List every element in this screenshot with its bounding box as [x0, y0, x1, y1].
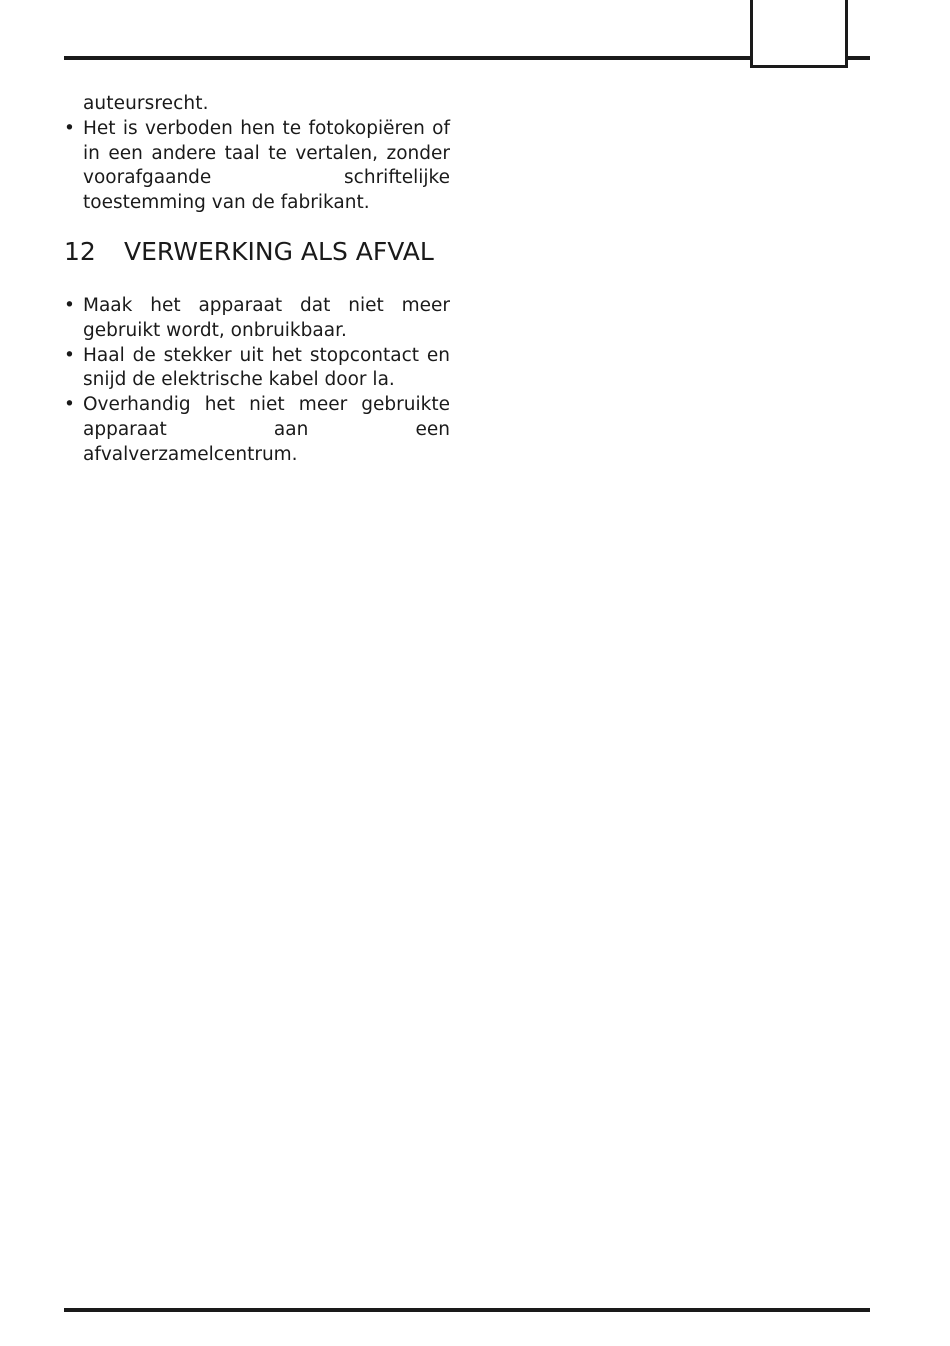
- list-item: [64, 117, 450, 216]
- text-column: [64, 92, 450, 468]
- list-item: [64, 393, 450, 467]
- section-title: VERWERKING ALS AFVAL: [124, 236, 434, 266]
- footer-rule: [64, 1308, 870, 1312]
- section-heading: [64, 236, 450, 268]
- list-item-text: Maak het apparaat dat niet meer gebruikt wordt, onbruikbaar.: [83, 294, 450, 341]
- list-item-text: Haal de stekker uit het stopcontact en snijd de elektrische kabel door la.: [83, 344, 450, 391]
- bullet-glyph: •: [64, 394, 75, 416]
- list-item-text: Overhandig het niet meer gebruikte apparaat aan een afvalverzamelcentrum.: [83, 394, 450, 465]
- bullet-glyph: •: [64, 117, 75, 139]
- list-item: [64, 344, 450, 394]
- list-item: [64, 294, 450, 344]
- section-number: 12: [64, 236, 96, 266]
- page-tab: [750, 0, 848, 68]
- list-item-text: Het is verboden hen te fotokopiëren of in een andere taal te vertalen, zonder voorafgaande schriftelijke toestemming van de fabrikant.: [83, 117, 450, 214]
- copyright-list: [64, 117, 450, 216]
- bullet-glyph: •: [64, 294, 75, 316]
- bullet-glyph: •: [64, 344, 75, 366]
- continued-paragraph: auteursrecht.: [83, 93, 209, 114]
- disposal-list: [64, 294, 450, 468]
